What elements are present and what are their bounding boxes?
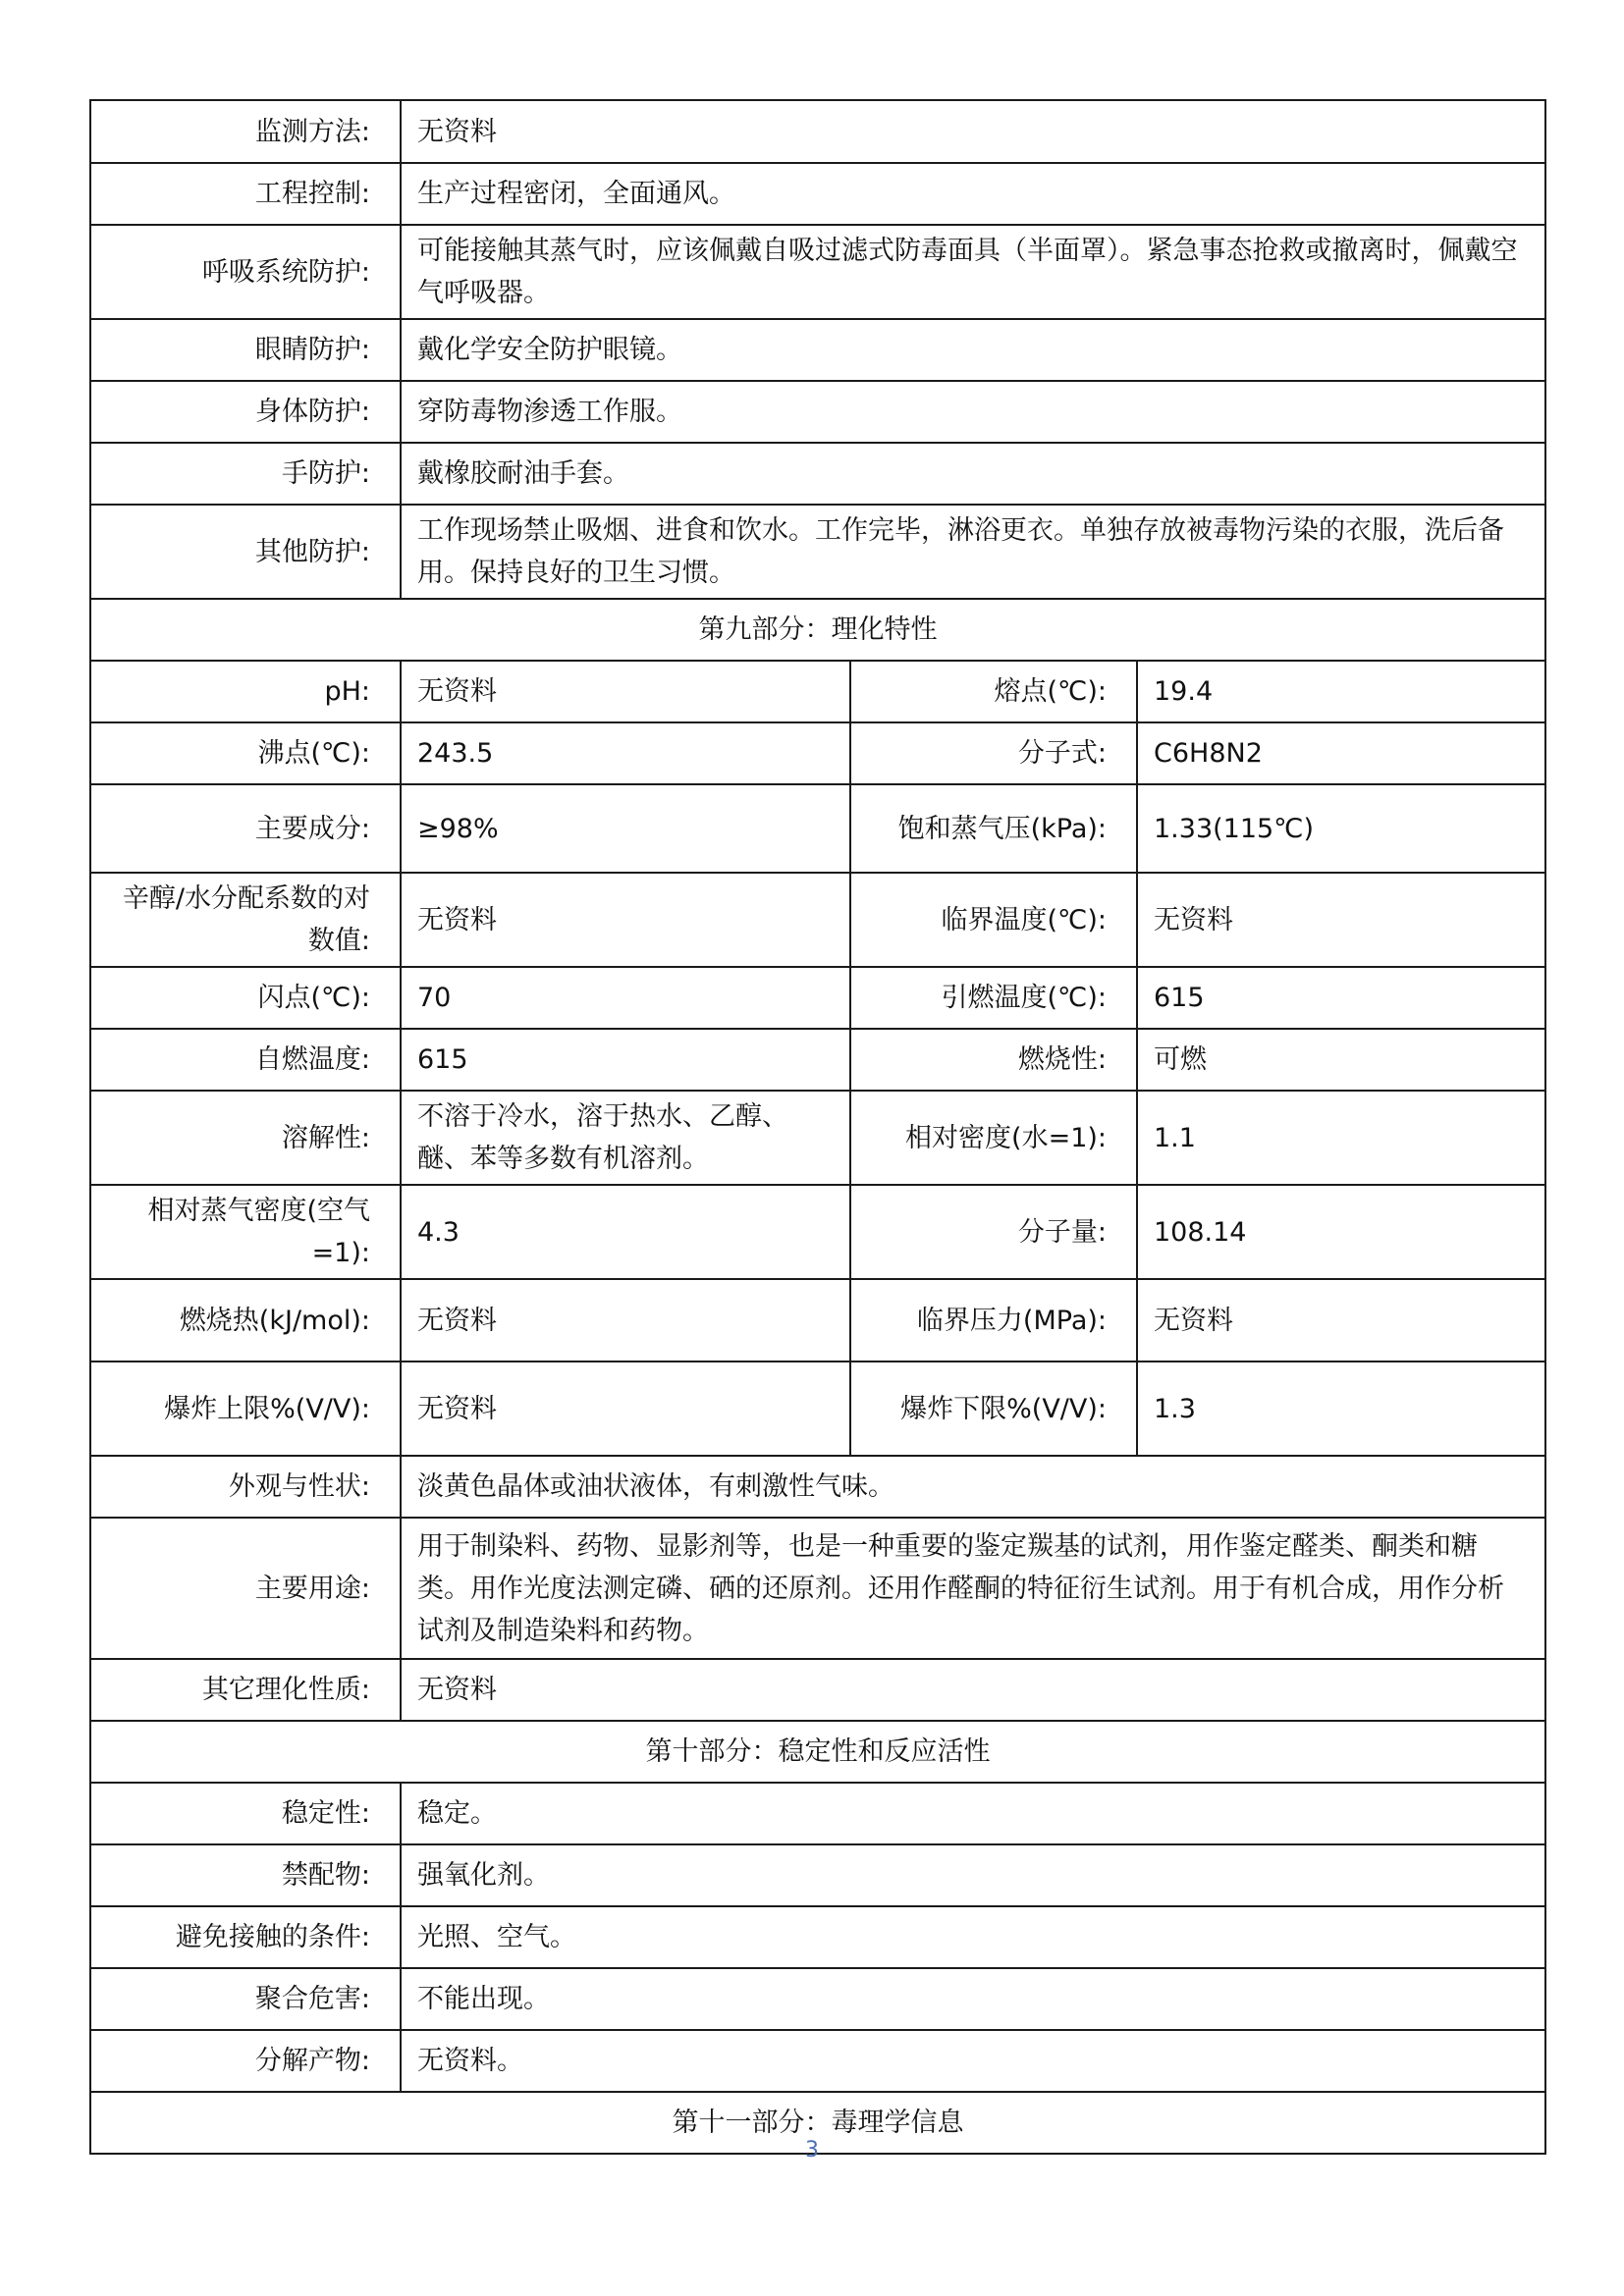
field-value: 无资料	[401, 100, 1545, 163]
field-value: 光照、空气。	[401, 1906, 1545, 1968]
table-row	[90, 505, 1545, 599]
property-label: pH:	[90, 661, 401, 722]
table-row	[90, 1783, 1545, 1844]
field-value: 生产过程密闭，全面通风。	[401, 163, 1545, 225]
field-value: 无资料。	[401, 2030, 1545, 2092]
property-value: 无资料	[401, 1362, 850, 1456]
field-label: 工程控制:	[90, 163, 401, 225]
property-label: 分子式:	[850, 722, 1137, 784]
property-label: 主要成分:	[90, 784, 401, 873]
property-row	[90, 1362, 1545, 1456]
property-value: 615	[401, 1029, 850, 1091]
property-value: 108.14	[1137, 1185, 1545, 1279]
property-value: 无资料	[401, 873, 850, 967]
section-row	[90, 1721, 1545, 1783]
field-label: 稳定性:	[90, 1783, 401, 1844]
field-value: 戴化学安全防护眼镜。	[401, 319, 1545, 381]
property-value: 615	[1137, 967, 1545, 1029]
property-value: 4.3	[401, 1185, 850, 1279]
property-row	[90, 1029, 1545, 1091]
field-label: 监测方法:	[90, 100, 401, 163]
property-label: 相对密度(水=1):	[850, 1091, 1137, 1185]
property-value: 243.5	[401, 722, 850, 784]
property-value: ≥98%	[401, 784, 850, 873]
field-label: 手防护:	[90, 443, 401, 505]
property-label: 熔点(℃):	[850, 661, 1137, 722]
table-row	[90, 100, 1545, 163]
property-row	[90, 784, 1545, 873]
table-row	[90, 2030, 1545, 2092]
field-value: 穿防毒物渗透工作服。	[401, 381, 1545, 443]
field-label: 眼睛防护:	[90, 319, 401, 381]
section-row	[90, 599, 1545, 661]
property-row	[90, 722, 1545, 784]
property-value: 1.33(115℃)	[1137, 784, 1545, 873]
property-label: 闪点(℃):	[90, 967, 401, 1029]
property-value: 1.3	[1137, 1362, 1545, 1456]
field-value: 稳定。	[401, 1783, 1545, 1844]
property-value: 可燃	[1137, 1029, 1545, 1091]
property-value: 19.4	[1137, 661, 1545, 722]
property-label: 爆炸上限%(V/V):	[90, 1362, 401, 1456]
section-title-10: 第十部分：稳定性和反应活性	[90, 1721, 1545, 1783]
property-value: 70	[401, 967, 850, 1029]
property-label: 临界压力(MPa):	[850, 1279, 1137, 1362]
field-label: 呼吸系统防护:	[90, 225, 401, 319]
field-value: 强氧化剂。	[401, 1844, 1545, 1906]
property-label: 溶解性:	[90, 1091, 401, 1185]
section-title-9: 第九部分：理化特性	[90, 599, 1545, 661]
field-value: 戴橡胶耐油手套。	[401, 443, 1545, 505]
property-label: 爆炸下限%(V/V):	[850, 1362, 1137, 1456]
table-row	[90, 1456, 1545, 1518]
property-row	[90, 661, 1545, 722]
field-label: 其他防护:	[90, 505, 401, 599]
property-row	[90, 967, 1545, 1029]
property-row	[90, 1091, 1545, 1185]
table-row	[90, 163, 1545, 225]
field-value: 可能接触其蒸气时，应该佩戴自吸过滤式防毒面具（半面罩）。紧急事态抢救或撤离时，佩戴空气呼吸器。	[401, 225, 1545, 319]
field-value: 无资料	[401, 1659, 1545, 1721]
property-label: 燃烧热(kJ/mol):	[90, 1279, 401, 1362]
field-value: 不能出现。	[401, 1968, 1545, 2030]
property-label: 自燃温度:	[90, 1029, 401, 1091]
property-label: 分子量:	[850, 1185, 1137, 1279]
property-value: 1.1	[1137, 1091, 1545, 1185]
property-label: 沸点(℃):	[90, 722, 401, 784]
property-value: 无资料	[1137, 873, 1545, 967]
property-label: 饱和蒸气压(kPa):	[850, 784, 1137, 873]
field-label: 外观与性状:	[90, 1456, 401, 1518]
field-value: 用于制染料、药物、显影剂等，也是一种重要的鉴定羰基的试剂，用作鉴定醛类、酮类和糖类。用作光度法测定磷、硒的还原剂。还用作醛酮的特征衍生试剂。用于有机合成，用作分析试剂及制造染料和药物。	[401, 1518, 1545, 1659]
field-label: 分解产物:	[90, 2030, 401, 2092]
field-label: 身体防护:	[90, 381, 401, 443]
table-row	[90, 443, 1545, 505]
table-row	[90, 1968, 1545, 2030]
property-label: 相对蒸气密度(空气=1):	[90, 1185, 401, 1279]
property-value: C6H8N2	[1137, 722, 1545, 784]
field-label: 主要用途:	[90, 1518, 401, 1659]
table-row	[90, 1518, 1545, 1659]
property-row	[90, 1185, 1545, 1279]
property-value: 不溶于冷水，溶于热水、乙醇、醚、苯等多数有机溶剂。	[401, 1091, 850, 1185]
field-label: 避免接触的条件:	[90, 1906, 401, 1968]
table-row	[90, 319, 1545, 381]
field-value: 工作现场禁止吸烟、进食和饮水。工作完毕，淋浴更衣。单独存放被毒物污染的衣服，洗后备用。保持良好的卫生习惯。	[401, 505, 1545, 599]
section-title-11: 第十一部分：毒理学信息	[90, 2092, 1545, 2154]
table-row	[90, 1844, 1545, 1906]
field-label: 禁配物:	[90, 1844, 401, 1906]
property-row	[90, 873, 1545, 967]
field-label: 聚合危害:	[90, 1968, 401, 2030]
field-value: 淡黄色晶体或油状液体，有刺激性气味。	[401, 1456, 1545, 1518]
table-row	[90, 1659, 1545, 1721]
property-row	[90, 1279, 1545, 1362]
property-value: 无资料	[1137, 1279, 1545, 1362]
table-row	[90, 1906, 1545, 1968]
field-label: 其它理化性质:	[90, 1659, 401, 1721]
property-label: 辛醇/水分配系数的对数值:	[90, 873, 401, 967]
table-row	[90, 381, 1545, 443]
property-label: 燃烧性:	[850, 1029, 1137, 1091]
msds-table	[89, 99, 1546, 2155]
table-row	[90, 225, 1545, 319]
property-value: 无资料	[401, 1279, 850, 1362]
property-label: 引燃温度(℃):	[850, 967, 1137, 1029]
property-value: 无资料	[401, 661, 850, 722]
property-label: 临界温度(℃):	[850, 873, 1137, 967]
page-number: 3	[805, 2138, 819, 2163]
